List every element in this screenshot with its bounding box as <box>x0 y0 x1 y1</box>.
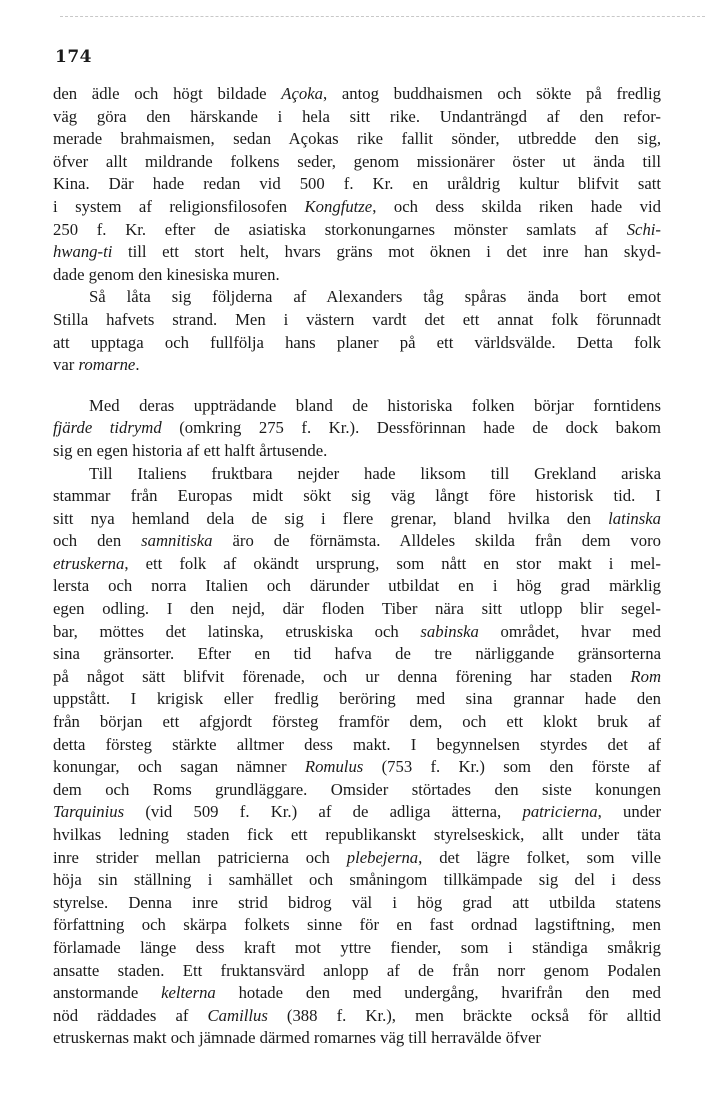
text-line <box>53 937 661 960</box>
text-line <box>53 824 661 847</box>
italic-term: samnitiska <box>141 531 213 551</box>
text-run: detta försteg stärkte alltmer dess makt. I begynnelsen styrdes det af <box>53 734 661 754</box>
text-line <box>53 598 661 621</box>
text-line <box>53 196 661 219</box>
text-run: öfver allt mildrande folkens seder, genom missionärer öster ut ända till <box>53 151 661 171</box>
top-edge-rule <box>60 16 705 17</box>
text-run: bar, möttes det latinska, etruskiska och <box>53 621 421 641</box>
text-run: sina gränsorter. Efter en tid hafva de tre närliggande gränsorterna <box>53 644 661 664</box>
text-run: (753 f. Kr.) som den förste af <box>363 757 661 777</box>
italic-term: patricierna <box>522 802 598 822</box>
text-run: konungar, och sagan nämner <box>53 757 305 777</box>
text-line <box>53 869 661 892</box>
text-run: Stilla hafvets strand. Men i västern vardt det ett annat folk förunnadt <box>53 309 661 329</box>
italic-term: Tarquinius <box>53 802 125 822</box>
text-run: stammar från Europas midt sökt sig väg långt före historisk tid. I <box>53 486 661 506</box>
text-run: inre strider mellan patricierna och <box>53 847 347 867</box>
paragraph <box>53 395 661 463</box>
text-run: sitt nya hemland dela de sig i flere grenar, bland hvilka den <box>53 508 609 528</box>
text-run: styrelse. Denna inre strid bidrog väl i hög grad att utbilda statens <box>53 892 661 912</box>
paragraph <box>53 286 661 376</box>
text-line <box>53 485 661 508</box>
text-run: Kina. Där hade redan vid 500 f. Kr. en uråldrig kultur blifvit satt <box>53 174 661 194</box>
text-run: , och dess skilda riken hade vid <box>372 196 661 216</box>
text-run: , ett folk af okändt ursprung, som nått en stor makt i mel- <box>124 553 661 573</box>
text-run: i system af religionsfilosofen <box>53 196 305 216</box>
text-run: hotade den med undergång, hvarifrån den med <box>215 983 661 1003</box>
italic-term: romarne <box>78 355 136 375</box>
text-line <box>53 395 661 418</box>
text-run: , det lägre folket, som ville <box>418 847 661 867</box>
text-line <box>53 621 661 644</box>
text-line <box>53 354 661 377</box>
italic-term: etruskerna <box>53 553 125 573</box>
italic-term: latinska <box>608 508 661 528</box>
body-text <box>53 83 661 1050</box>
text-run: uppstått. I krigisk eller fredlig beröring med sina grannar hade den <box>53 689 661 709</box>
text-line <box>53 219 661 242</box>
italic-term: kelterna <box>161 983 216 1003</box>
text-run: , under <box>597 802 661 822</box>
text-run: (vid 509 f. Kr.) af de adliga ätterna, <box>124 802 523 822</box>
text-line <box>53 914 661 937</box>
text-line <box>53 847 661 870</box>
text-run: Så låta sig följderna af Alexanders tåg spåras ända bort emot <box>89 287 661 307</box>
italic-term: Schi- <box>626 219 661 239</box>
text-run: väg göra den härskande i hela sitt rike. Undanträngd af den refor- <box>53 106 661 126</box>
text-run: dem och Roms grundläggare. Omsider störtades den siste konungen <box>53 779 661 799</box>
text-run: anstormande <box>53 983 162 1003</box>
text-line <box>53 779 661 802</box>
text-line <box>53 892 661 915</box>
text-line <box>53 666 661 689</box>
text-line <box>53 508 661 531</box>
italic-term: Rom <box>630 666 661 686</box>
text-run: höja sin ställning i samhället och småningom tillkämpade sig del i dess <box>53 870 661 890</box>
text-line <box>53 173 661 196</box>
text-run: egen odling. I den nejd, där floden Tiber nära sitt utlopp blir segel- <box>53 599 661 619</box>
page-number: 174 <box>55 47 92 67</box>
text-run: äro de förnämsta. Alldeles skilda från dem voro <box>212 531 661 551</box>
text-line <box>53 734 661 757</box>
text-run: (omkring 275 f. Kr.). Dessförinnan hade de dock bakom <box>161 418 661 438</box>
text-run: , antog buddhaismen och sökte på fredlig <box>322 84 661 103</box>
text-run: dade genom den kinesiska muren. <box>53 264 280 284</box>
text-line <box>53 83 661 106</box>
text-line <box>53 960 661 983</box>
text-run: (388 f. Kr.), men bräckte också för alltid <box>267 1005 661 1025</box>
text-run: förlamade länge dess kraft mot yttre fiender, som i ständiga småkrig <box>53 937 661 957</box>
text-line <box>53 688 661 711</box>
text-line <box>53 417 661 440</box>
text-line <box>53 801 661 824</box>
italic-term: Açoka <box>281 84 323 103</box>
text-run: författning och skärpa folkets sinne för en fast ordnad lagstiftning, men <box>53 915 661 935</box>
text-run: lersta och norra Italien och därunder utbildat en i hög grad märklig <box>53 576 661 596</box>
text-run: . <box>135 355 140 375</box>
text-line <box>53 463 661 486</box>
text-line <box>53 553 661 576</box>
text-run: Till Italiens fruktbara nejder hade liksom till Grekland ariska <box>89 463 661 483</box>
text-run: hvilkas ledning staden fick ett republikanskt styrelseskick, allt under täta <box>53 825 661 844</box>
text-line <box>53 241 661 264</box>
italic-term: fjärde tidrymd <box>53 418 162 438</box>
text-run: 250 f. Kr. efter de asiatiska storkonungarnes mönster samlats af <box>53 219 627 239</box>
text-run: området, hvar med <box>478 621 661 641</box>
italic-term: Kongfutze <box>304 196 373 216</box>
italic-term: Romulus <box>304 757 364 777</box>
text-run: sig en egen historia af ett halft årtusende. <box>53 440 328 460</box>
text-run: merade brahmaismen, sedan Açokas rike fallit sönder, utbredde den sig, <box>53 129 661 149</box>
text-line <box>53 309 661 332</box>
text-line <box>53 1005 661 1028</box>
text-run: nöd räddades af <box>53 1005 208 1025</box>
text-run: den ädle och högt bildade <box>53 84 282 103</box>
paragraph <box>53 463 661 1050</box>
text-run: till ett stort helt, hvars gräns mot öknen i det inre han skyd- <box>112 242 661 262</box>
text-line <box>53 440 661 463</box>
text-run: från början ett afgjordt försteg framför dem, och ett klokt bruk af <box>53 712 661 732</box>
text-line <box>53 711 661 734</box>
italic-term: hwang-ti <box>53 242 113 262</box>
text-line <box>53 530 661 553</box>
italic-term: sabinska <box>420 621 479 641</box>
text-line <box>53 643 661 666</box>
text-run: och den <box>53 531 142 551</box>
text-line <box>53 575 661 598</box>
italic-term: plebejerna <box>346 847 419 867</box>
text-line <box>53 286 661 309</box>
text-run: var <box>53 355 79 375</box>
italic-term: Camillus <box>207 1005 268 1025</box>
paragraph-gap <box>53 377 661 395</box>
text-run: etruskernas makt och jämnade därmed romarnes väg till herravälde öfver <box>53 1028 541 1048</box>
text-line <box>53 1027 661 1050</box>
text-line <box>53 151 661 174</box>
text-line <box>53 264 661 287</box>
text-line <box>53 128 661 151</box>
paragraph <box>53 83 661 286</box>
text-run: ansatte staden. Ett fruktansvärd anlopp af de från norr genom Podalen <box>53 960 661 980</box>
text-line <box>53 332 661 355</box>
text-line <box>53 106 661 129</box>
text-run: att upptaga och fullfölja hans planer på ett världsvälde. Detta folk <box>53 332 661 352</box>
text-line <box>53 982 661 1005</box>
text-line <box>53 756 661 779</box>
text-run: på något sätt blifvit förenade, och ur denna förening har staden <box>53 666 631 686</box>
text-run: Med deras uppträdande bland de historiska folken börjar forntidens <box>89 395 661 415</box>
